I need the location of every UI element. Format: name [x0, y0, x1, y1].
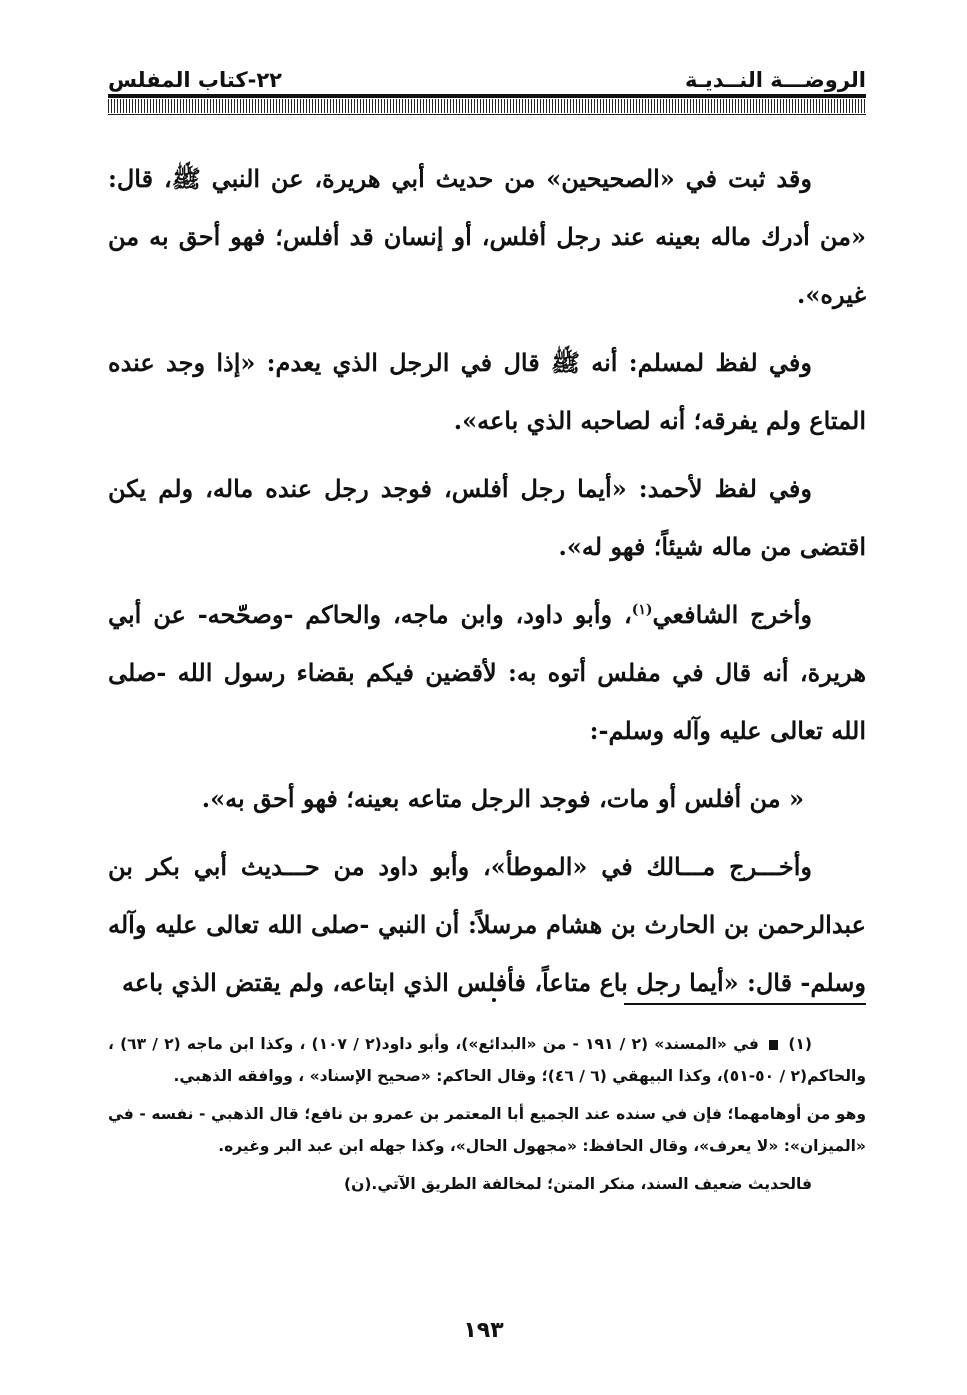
- paragraph-4-start: وأخرج الشافعي: [652, 600, 812, 629]
- footnote-separator: [624, 1003, 866, 1005]
- book-title: الروضـــة النــديـة: [684, 68, 866, 92]
- footnote-1-text: في «المسند» (٢ / ١٩١ - من «البدائع»)، وأبو داود(٢ / ١٠٧) ، وكذا ابن ماجه (٢ / ٦٣) ، والحاكم(٢ / ٥٠-٥١)، وكذا البيهقي (٦ / ٤٦)؛ وقال الحاكم: «صحيح الإسناد» ، ووافقه الذهبي.: [108, 1035, 866, 1085]
- footnote-3: فالحديث ضعيف السند، منكر المتن؛ لمخالفة الطريق الآتي.(ن): [344, 1175, 812, 1193]
- footnote-2: وهو من أوهامهما؛ فإن في سنده عند الجميع أبا المعتمر بن عمرو بن نافع؛ قال الذهبي - نفسه - في «الميزان»: «لا يعرف»، وقال الحافظ: «مجهول الحال»، وكذا جهله ابن عبد البر وغيره.: [108, 1105, 866, 1155]
- dot-mark: [492, 998, 496, 1002]
- square-glyph-icon: [769, 1040, 778, 1050]
- footnote-1: [108, 1028, 866, 1092]
- paragraph-4: [108, 586, 866, 760]
- page-number: ١٩٣: [463, 1318, 504, 1343]
- header-hatched-band: [108, 99, 866, 113]
- paragraph-3: وفي لفظ لأحمد: «أيما رجل أفلس، فوجد رجل عنده ماله، ولم يكن اقتضى من ماله شيئاً؛ فهو له».: [108, 474, 866, 561]
- paragraph-1: وقد ثبت في «الصحيحين» من حديث أبي هريرة، عن النبي ﷺ، قال: «من أدرك ماله بعينه عند رجل أفلس، أو إنسان قد أفلس؛ فهو أحق به من غيره».: [108, 164, 867, 309]
- paragraph-4-rest: ، وأبو داود، وابن ماجه، والحاكم -وصحّحه- عن أبي هريرة، أنه قال في مفلس أتوه به: لأقضين فيكم بقضاء رسول الله -صلى الله تعالى عليه وآله وسلم-:: [108, 600, 866, 745]
- running-header: [108, 58, 866, 92]
- header-rule-bottom: [108, 114, 866, 115]
- header-rule: [108, 94, 866, 98]
- hadith-quote: « من أفلس أو مات، فوجد الرجل متاعه بعينه؛ فهو أحق به».: [201, 784, 804, 813]
- paragraph-2: وفي لفظ لمسلم: أنه ﷺ قال في الرجل الذي يعدم: «إذا وجد عنده المتاع ولم يفرقه؛ أنه لصاحبه الذي باعه».: [108, 348, 866, 435]
- main-text: [108, 150, 866, 1022]
- footnote-1-number: (١): [788, 1035, 812, 1053]
- chapter-title: ٢٢-كتاب المفلس: [108, 68, 282, 92]
- footnotes: [108, 1028, 866, 1206]
- footnote-marker: (١): [631, 602, 653, 618]
- paragraph-6: وأخـــرج مـــالك في «الموطأ»، وأبو داود من حـــديث أبي بكر بن عبدالرحمن بن الحارث بن هشام مرسلاً: أن النبي -صلى الله تعالى عليه وآله وسلم- قال: «أيما رجل باع متاعاً، فأفلس الذي ابتاعه، ولم يقتض الذي باعه: [108, 852, 866, 997]
